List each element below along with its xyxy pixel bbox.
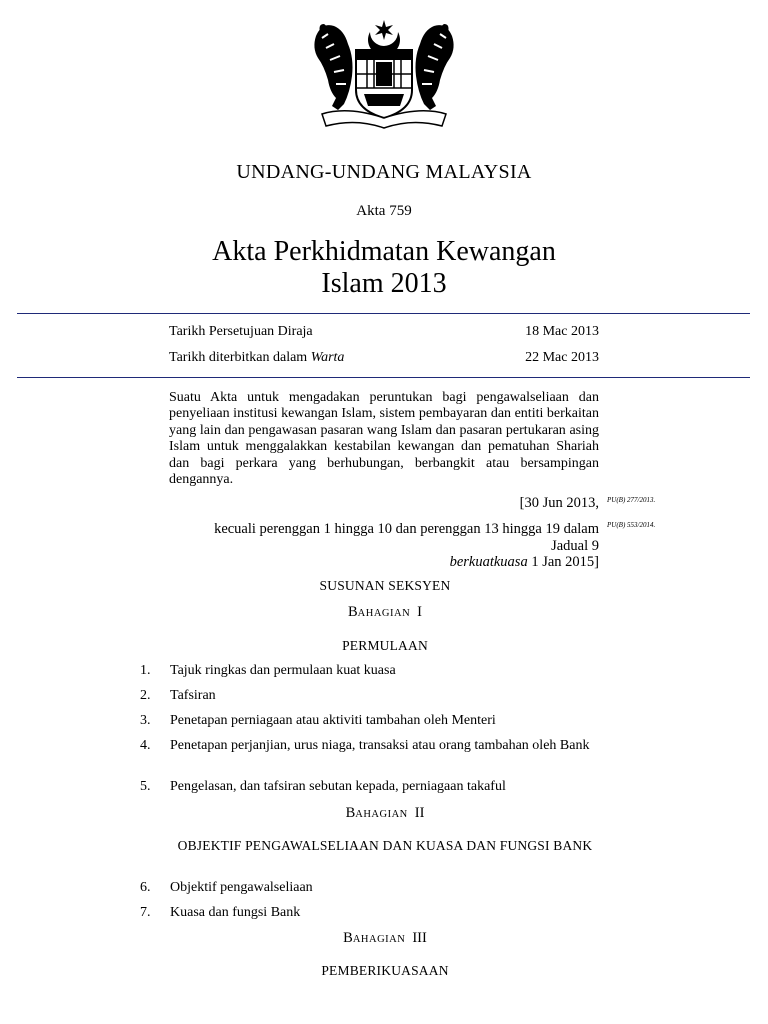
part-word-initial: B [343,930,353,946]
toc-text: Pengelasan, dan tafsiran sebutan kepada, perniagaan takaful [170,779,506,794]
part-word-initial: B [347,604,358,620]
toc-number: 5. [140,779,151,794]
royal-assent-date: 18 Mac 2013 [525,324,599,339]
divider-top [17,313,750,314]
toc-number: 4. [140,738,151,753]
act-title [0,236,768,300]
gazette-row [169,350,599,366]
toc-item[interactable] [140,738,600,754]
gazette-label [169,350,344,366]
commencement-exception-line-3 [150,554,599,571]
toc-item[interactable] [140,779,600,795]
toc-text: Penetapan perjanjian, urus niaga, transaksi atau orang tambahan oleh Bank [170,738,590,753]
toc-item[interactable] [140,880,600,896]
part-3-title: PEMBERIKUASAAN [321,963,449,978]
part-word-initial: B [345,805,356,821]
part-1-label [150,604,620,621]
part-numeral: I [417,604,422,620]
gazette-label-prefix: Tarikh diterbitkan dalam [169,350,311,365]
toc-number: 7. [140,905,151,920]
part-word-rest: AHAGIAN [357,608,411,619]
commencement-exception [150,521,599,571]
coat-of-arms [308,14,460,132]
toc-item[interactable] [140,663,600,679]
commencement-exception-line-2: Jadual 9 [551,537,599,554]
contents-heading: SUSUNAN SEKSYEN [319,578,451,593]
commencement-date-1: [30 Jun 2013, [519,495,599,511]
toc-item[interactable] [140,713,600,729]
royal-assent-row [169,324,599,340]
coat-of-arms-icon [308,14,460,132]
act-title-line-1: Akta Perkhidmatan Kewangan [212,236,556,267]
act-number: Akta 759 [356,203,412,219]
part-numeral: III [412,930,427,946]
part-word-rest: AHAGIAN [355,809,408,820]
preamble-text: Suatu Akta untuk mengadakan peruntukan bagi pengawalseliaan dan penyeliaan institusi kewangan Islam, sistem pembayaran dan entiti berkaitan yang lain dan pengawasan pasaran wang Islam dan pasaran pertukaran asing Islam untuk menggalakkan kestabilan kewangan dan pematuhan Shariah dan bagi perkara yang berhubungan, berbangkit atau bersampingan dengannya. [169,390,599,488]
toc-item[interactable] [140,905,600,921]
toc-text: Penetapan perniagaan atau aktiviti tambahan oleh Menteri [170,713,496,728]
toc-text: Objektif pengawalseliaan [170,880,313,895]
commencement-exception-line-1: kecuali perenggan 1 hingga 10 dan perenggan 13 hingga 19 dalam [214,521,599,537]
toc-number: 3. [140,713,151,728]
part-3-label [150,930,620,947]
gazette-label-italic: Warta [310,350,345,365]
part-2-label [150,805,620,822]
toc-text: Tajuk ringkas dan permulaan kuat kuasa [170,663,396,678]
toc-text: Kuasa dan fungsi Bank [170,905,301,920]
part-word-rest: AHAGIAN [352,934,406,945]
law-collection-title: UNDANG-UNDANG MALAYSIA [236,161,532,183]
toc-item[interactable] [140,688,600,704]
margin-note-1: PU(B) 277/2013. [607,496,656,504]
toc-number: 2. [140,688,151,703]
royal-assent-label: Tarikh Persetujuan Diraja [169,324,313,339]
effective-date: 1 Jan 2015] [527,554,599,570]
part-1-title: PERMULAAN [342,638,428,653]
part-2-title: OBJEKTIF PENGAWALSELIAAN DAN KUASA DAN FUNGSI BANK [177,838,593,853]
gazette-date: 22 Mac 2013 [525,350,599,365]
divider-bottom [17,377,750,378]
part-numeral: II [414,805,425,821]
toc-text: Tafsiran [170,688,216,703]
act-title-line-2: Islam 2013 [321,268,447,299]
toc-number: 1. [140,663,151,678]
margin-note-2: PU(B) 553/2014. [607,521,656,529]
effective-word: berkuatkuasa [449,554,528,570]
toc-number: 6. [140,880,151,895]
